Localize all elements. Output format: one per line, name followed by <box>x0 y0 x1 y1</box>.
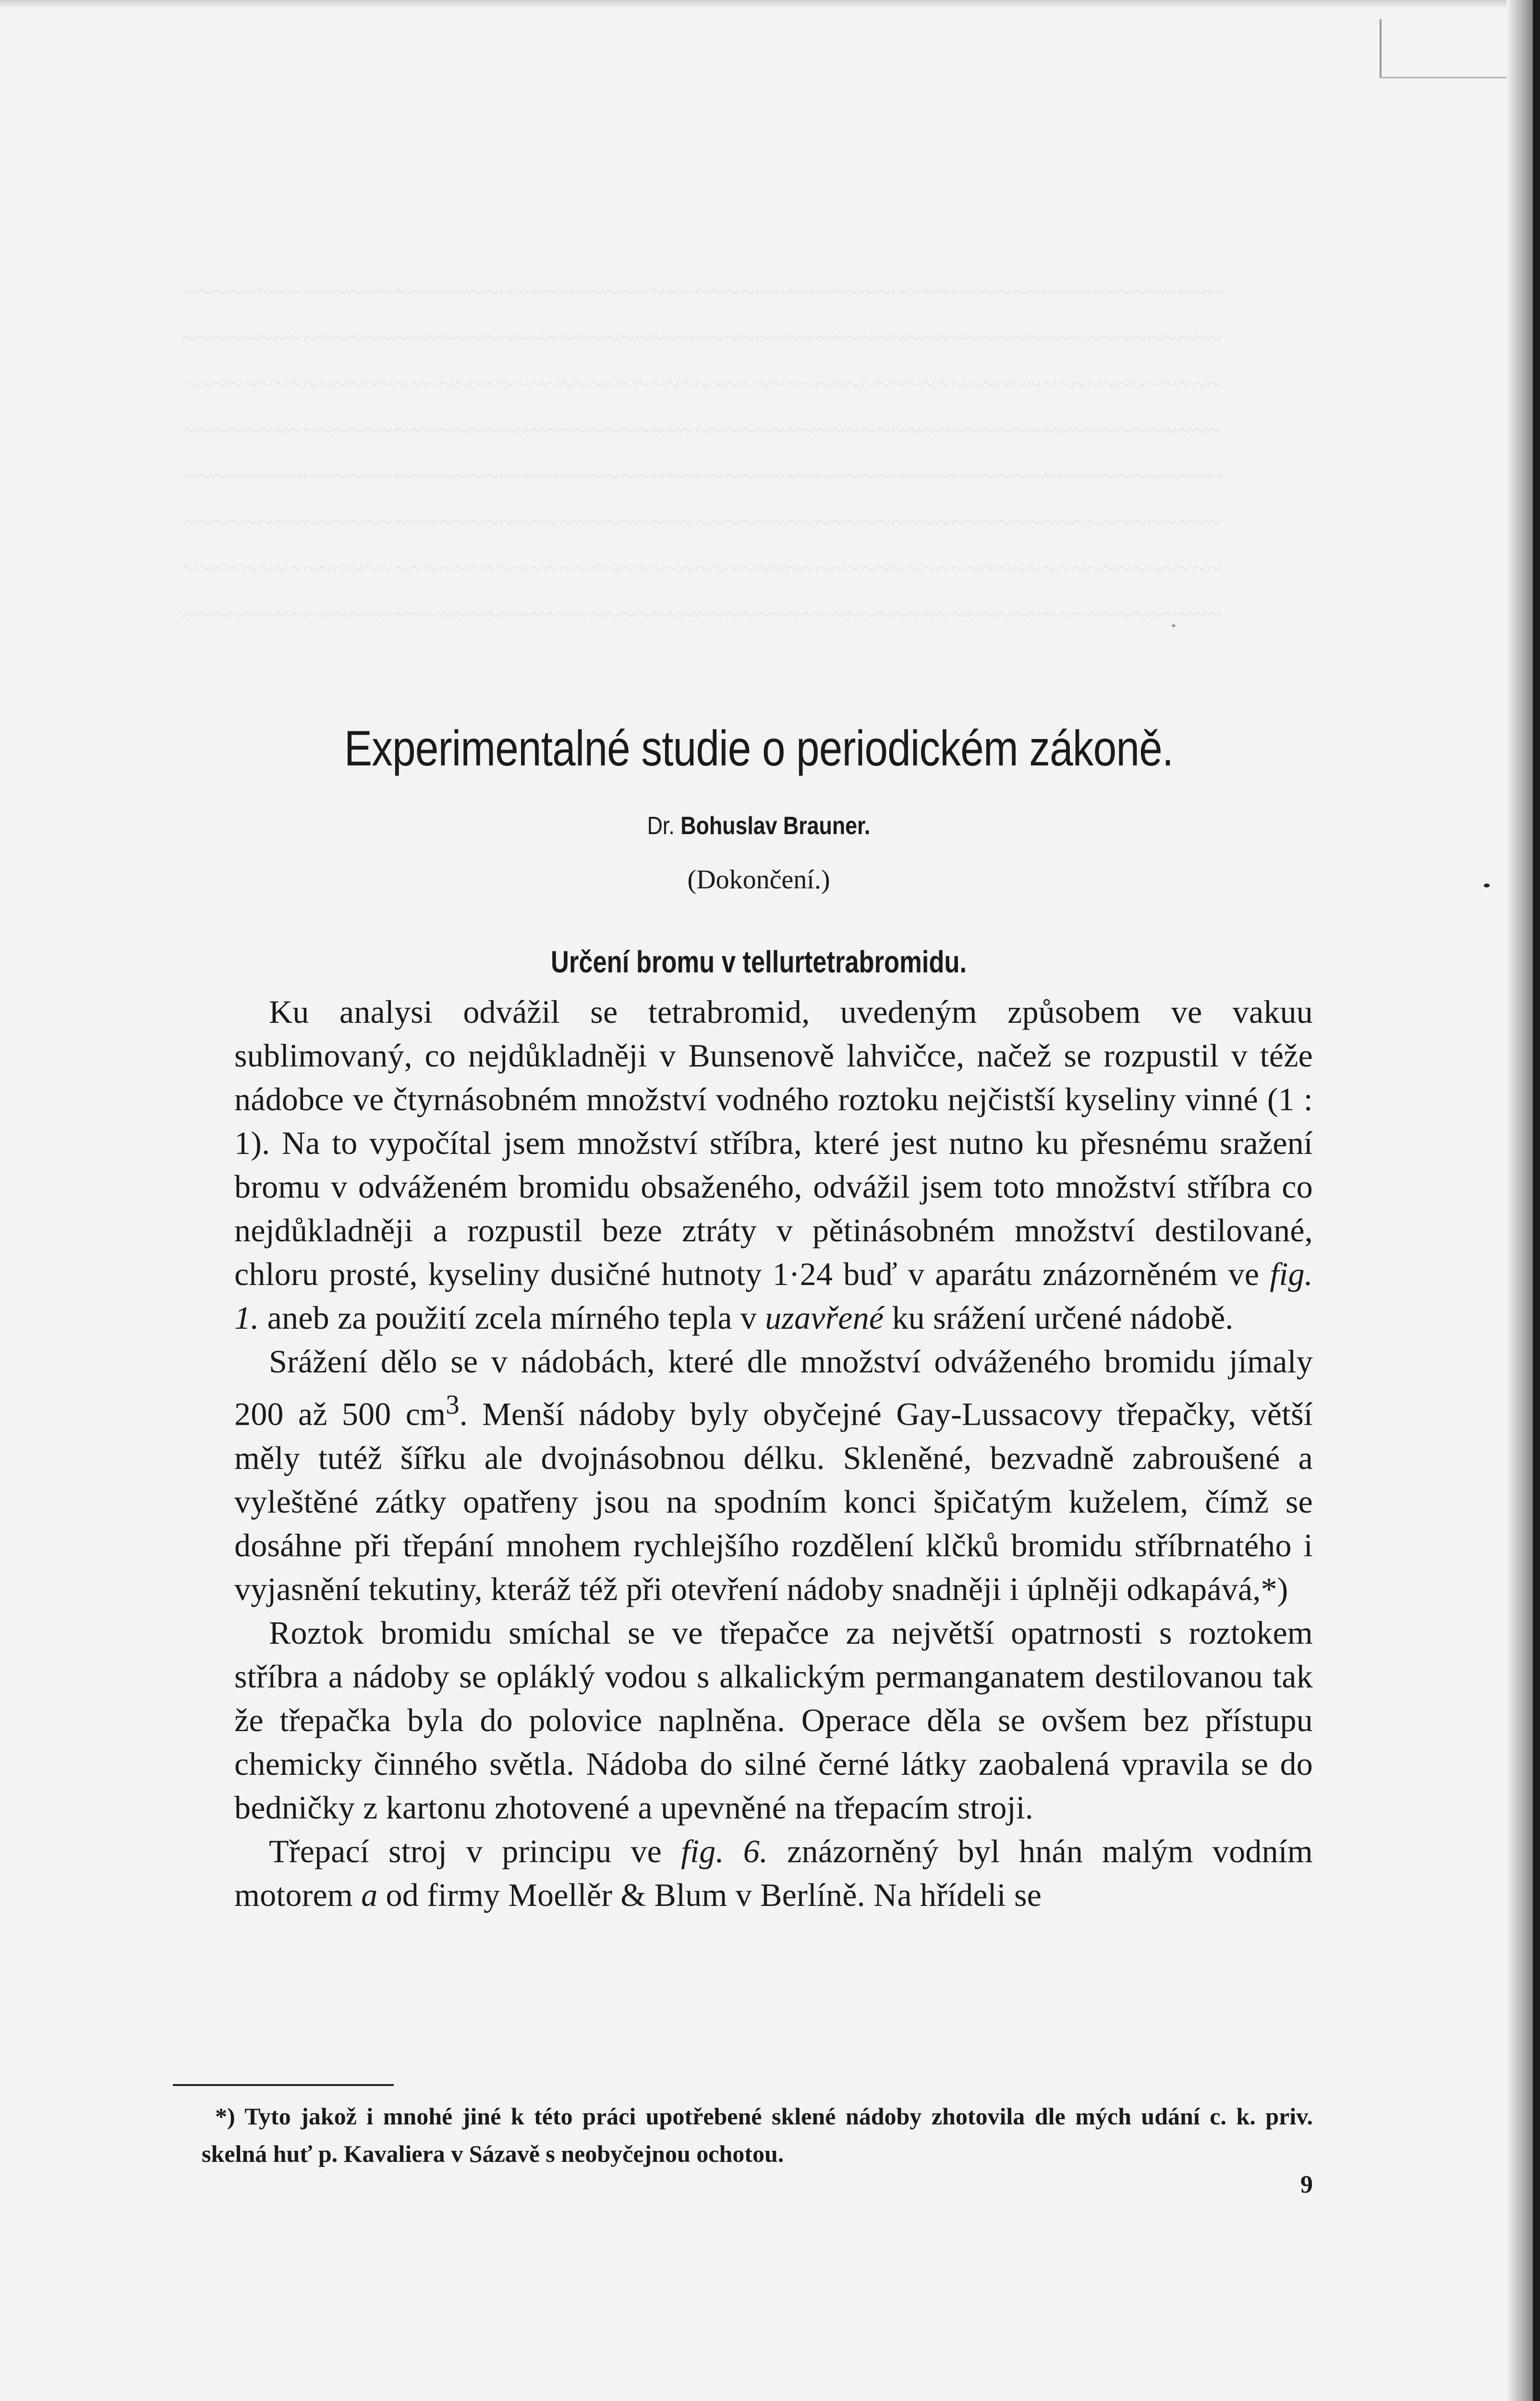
continued-note: (Dokončení.) <box>687 865 830 895</box>
footnote-text: *) Tyto jakož i mnohé jiné k této práci upotřebené sklené nádoby zhotovila dle mých udání c. k. priv. skelná huť p. Kavaliera v Sázavě s neobyčejnou ochotou. <box>202 2103 1313 2167</box>
variable-a: a <box>361 1876 378 1913</box>
scan-corner-mark <box>1380 19 1506 78</box>
paragraph-1-text-end: ku srážení určené nádobě. <box>892 1299 1234 1336</box>
scan-speck <box>1484 884 1490 887</box>
page-number: 9 <box>1300 2171 1313 2198</box>
footnote-separator <box>173 2084 394 2086</box>
section-heading: Určení bromu v tellurtetrabromidu. <box>550 945 967 979</box>
page-binding-edge <box>1506 0 1540 2401</box>
article-title: Experimentalné studie o periodickém zákoně. <box>344 721 1174 776</box>
author-name: Bohuslav Brauner. <box>680 812 871 840</box>
paragraph-1-text: Ku analysi odvážil se tetrabromid, uvedeným způsobem ve vakuu sublimovaný, co nejdůkladněji v Bunsenově lahvičce, načež se rozpustil v téže nádobce ve čtyrnásobném množství vodného roztoku nejčistší kyseliny vinné (1 : 1). Na to vypočítal jsem množství stříbra, které jest nutno ku přesnému sražení bromu v odváženém bromidu obsaženého, odvážil jsem toto množství stříbra co nejdůkladněji a rozpustil beze ztráty v pětinásobném množství destilované, chloru prosté, kyseliny dusičné hutnoty 1·24 buď v aparátu znázorněném ve <box>234 994 1313 1292</box>
paragraph-1 <box>234 990 1313 1340</box>
article-author <box>329 812 1188 840</box>
article-body <box>234 990 1313 1917</box>
bleed-through-texture <box>182 269 1335 663</box>
paragraph-3: Roztok bromidu smíchal se ve třepačce za největší opatrnosti s roztokem stříbra a nádoby se opláklý vodou s alkalickým permanganatem destilovanou tak že třepačka byla do polovice naplněna. Operace děla se ovšem bez přístupu chemicky činného světla. Nádoba do silné černé látky zaobalená vpravila se do bedničky z kartonu zhotovené a upevněné na třepacím stroji. <box>234 1614 1313 1826</box>
emphasis-uzavrene: uzavřené <box>765 1299 884 1336</box>
paragraph-4 <box>234 1830 1313 1917</box>
paragraph-1-text-cont: aneb za použití zcela mírného tepla v <box>267 1299 757 1336</box>
figure-reference: fig. 1. <box>234 1256 1313 1336</box>
paragraph-2-text-cont: . Menší nádoby byly obyčejné Gay-Lussacovy třepačky, větší měly tutéž šířku ale dvojnásobnou délku. Skleněné, bezvadně zabroušené a vyleštěné zátky opatřeny jsou na spodním konci špičatým kuželem, čímž se dosáhne při třepání mnohem rychlejšího rozdělení klčků bromidu stříbrnatého i vyjasnění tekutiny, kteráž též při otevření nádoby snadněji i úplněji odkapává,*) <box>234 1395 1313 1607</box>
scan-speck <box>1172 624 1176 627</box>
paragraph-4-text-end: od firmy Moellěr & Blum v Berlíně. Na hřídeli se <box>386 1876 1042 1913</box>
paragraph-4-text: Třepací stroj v principu ve <box>269 1832 662 1869</box>
paragraph-2-text: Srážení dělo se v nádobách, které dle množství odváženého bromidu jímaly 200 až 500 cm <box>234 1343 1313 1432</box>
superscript-cubic: 3 <box>446 1390 460 1420</box>
figure-reference-6: fig. 6. <box>681 1832 768 1869</box>
author-prefix: Dr. <box>647 812 675 840</box>
page-top-edge <box>0 0 1540 9</box>
paragraph-4-text-cont: znázorněný byl hnán malým vodním motorem <box>234 1832 1313 1913</box>
footnote <box>202 2098 1313 2172</box>
paragraph-2 <box>234 1340 1313 1611</box>
